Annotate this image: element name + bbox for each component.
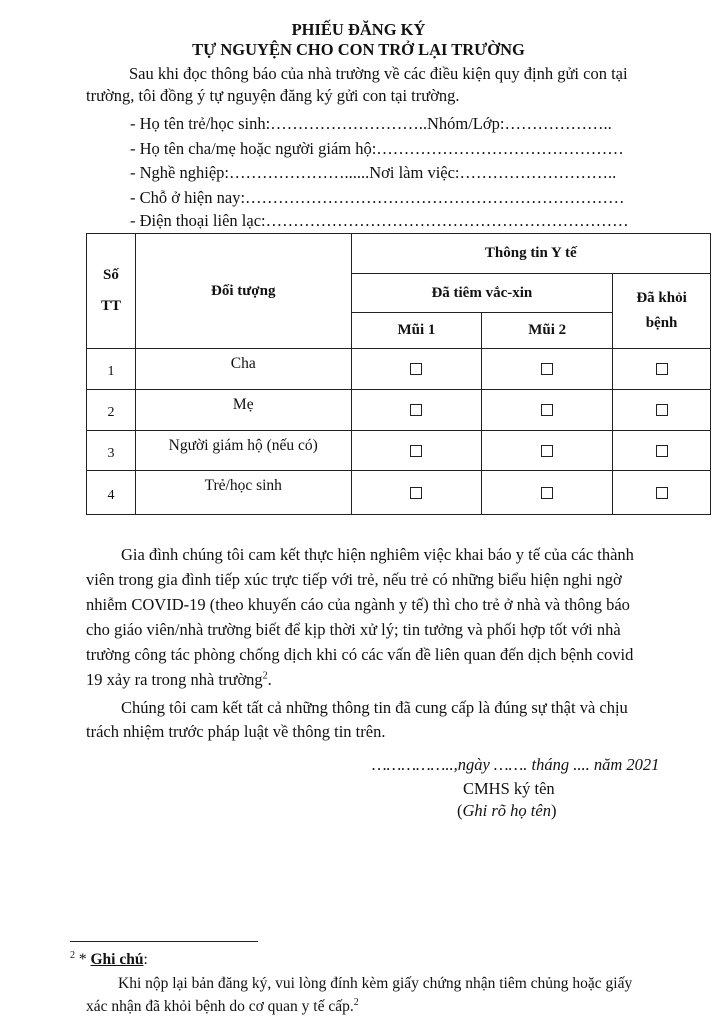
recovered-checkbox[interactable] (656, 363, 668, 375)
row-subject: Cha (135, 349, 351, 390)
table-row (87, 349, 711, 390)
intro-line-1: Sau khi đọc thông báo của nhà trường về các điều kiện quy định gửi con tại (129, 64, 628, 83)
footnote-heading: $^2$ * Ghi chú: (70, 950, 148, 969)
child-name-field: - Họ tên trẻ/học sinh:………………………..Nhóm/Lớp:……………….. (130, 114, 612, 133)
commitment-line-2: viên trong gia đình tiếp xúc trực tiếp với trẻ, nếu trẻ có những biểu hiện nghi ngờ (86, 570, 622, 589)
recovered-checkbox[interactable] (656, 487, 668, 499)
row-number: 4 (87, 471, 136, 515)
dose-1-checkbox[interactable] (410, 445, 422, 457)
dose-2-checkbox[interactable] (541, 363, 553, 375)
recovered-checkbox[interactable] (656, 404, 668, 416)
commitment-line-5: trường công tác phòng chống dịch khi có các vấn đề liên quan đến dịch bệnh covid (86, 645, 634, 664)
form-subtitle: TỰ NGUYỆN CHO CON TRỞ LẠI TRƯỜNG (192, 40, 525, 59)
signature-signer: CMHS ký tên (463, 779, 555, 798)
commitment-line-1: Gia đình chúng tôi cam kết thực hiện nghiêm việc khai báo y tế của các thành (121, 545, 634, 564)
commitment-p2-line-1: Chúng tôi cam kết tất cả những thông tin đã cung cấp là đúng sự thật và chịu (121, 698, 628, 717)
header-recovered: Đã khỏi bệnh (613, 274, 711, 349)
intro-line-2: trường, tôi đồng ý tự nguyện đăng ký gửi con tại trường. (86, 86, 460, 105)
recovered-checkbox[interactable] (656, 445, 668, 457)
commitment-line-4: cho giáo viên/nhà trường biết để kịp thời xử lý; tin tưởng và phối hợp tốt với nhà (86, 620, 621, 639)
header-stt: Số TT (87, 234, 136, 349)
table-row (87, 471, 711, 515)
dose-2-checkbox[interactable] (541, 445, 553, 457)
row-number: 1 (87, 349, 136, 390)
footnote-divider (70, 941, 258, 942)
dose-2-checkbox[interactable] (541, 404, 553, 416)
dose-2-checkbox[interactable] (541, 487, 553, 499)
footnote-ref: 2 (262, 670, 268, 682)
footnote-line-2: xác nhận đã khỏi bệnh do cơ quan y tế cấp.$^2$ (86, 997, 359, 1016)
table-row (87, 390, 711, 431)
row-subject: Người giám hộ (nếu có) (135, 431, 351, 471)
commitment-p2-line-2: trách nhiệm trước pháp luật về thông tin trên. (86, 722, 386, 741)
form-title: PHIẾU ĐĂNG KÝ (291, 20, 426, 39)
row-number: 2 (87, 390, 136, 431)
dose-1-checkbox[interactable] (410, 363, 422, 375)
signature-date-line: ……………..,ngày ……. tháng .... năm 2021 (372, 755, 660, 774)
footnote-line-1: Khi nộp lại bản đăng ký, vui lòng đính kèm giấy chứng nhận tiêm chủng hoặc giấy (118, 975, 633, 992)
medical-info-table (86, 233, 711, 515)
occupation-field: - Nghề nghiệp:…………………......Nơi làm việc:……………………….. (130, 163, 617, 182)
header-vaccinated: Đã tiêm vắc-xin (351, 274, 613, 313)
row-subject: Mẹ (135, 390, 351, 431)
phone-field: - Điện thoại liên lạc:………………………………………………………… (130, 211, 629, 230)
dose-1-checkbox[interactable] (410, 487, 422, 499)
parent-name-field: - Họ tên cha/mẹ hoặc người giám hộ:……………………………………… (130, 139, 624, 158)
header-subject: Đối tượng (135, 234, 351, 349)
commitment-line-6: 19 xảy ra trong nhà trường$^2$. (86, 670, 272, 689)
header-dose-1: Mũi 1 (351, 313, 482, 349)
row-subject: Trẻ/học sinh (135, 471, 351, 515)
signature-note: (Ghi rõ họ tên) (457, 801, 557, 820)
dose-1-checkbox[interactable] (410, 404, 422, 416)
header-dose-2: Mũi 2 (482, 313, 613, 349)
address-field: - Chỗ ở hiện nay:…………………………………………………………… (130, 188, 625, 207)
row-number: 3 (87, 431, 136, 471)
header-medical-info: Thông tin Y tế (351, 234, 710, 274)
table-row (87, 431, 711, 471)
commitment-line-3: nhiễm COVID-19 (theo khuyến cáo của ngành y tế) thì cho trẻ ở nhà và thông báo (86, 595, 630, 614)
